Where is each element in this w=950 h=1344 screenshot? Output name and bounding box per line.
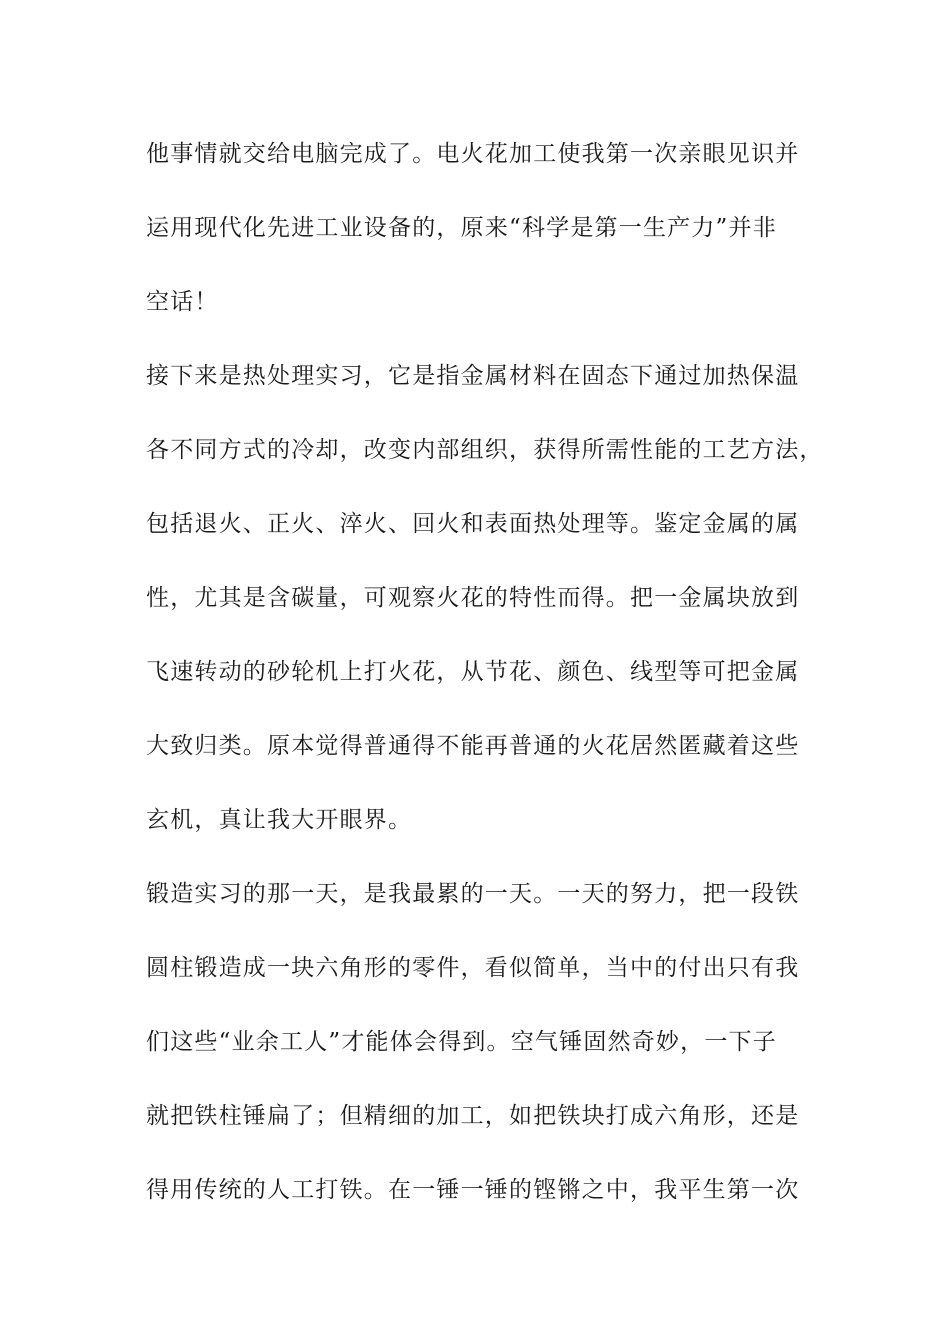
- text-line: 得用传统的人工打铁。在一锤一锤的铿锵之中，我平生第一次: [146, 1177, 800, 1203]
- text-line: 运用现代化先进工业设备的，原来“科学是第一生产力”并非: [146, 215, 777, 241]
- text-line: 包括退火、正火、淬火、回火和表面热处理等。鉴定金属的属: [146, 511, 800, 537]
- text-line: 性，尤其是含碳量，可观察火花的特性而得。把一金属块放到: [146, 585, 800, 611]
- text-line: 锻造实习的那一天，是我最累的一天。一天的努力，把一段铁: [146, 881, 800, 907]
- text-line: 各不同方式的冷却，改变内部组织，获得所需性能的工艺方法，: [146, 437, 824, 463]
- text-line: 大致归类。原本觉得普通得不能再普通的火花居然匿藏着这些: [146, 733, 800, 759]
- text-line: 接下来是热处理实习，它是指金属材料在固态下通过加热保温: [146, 363, 800, 389]
- text-line: 玄机，真让我大开眼界。: [146, 807, 413, 833]
- text-line: 们这些“业余工人”才能体会得到。空气锤固然奇妙，一下子: [146, 1029, 777, 1055]
- text-line: 飞速转动的砂轮机上打火花，从节花、颜色、线型等可把金属: [146, 659, 800, 685]
- text-line: 就把铁柱锤扁了；但精细的加工，如把铁块打成六角形，还是: [146, 1103, 800, 1129]
- text-line: 空话！: [146, 289, 219, 315]
- text-line: 圆柱锻造成一块六角形的零件，看似简单，当中的付出只有我: [146, 955, 800, 981]
- text-line: 他事情就交给电脑完成了。电火花加工使我第一次亲眼见识并: [146, 141, 800, 167]
